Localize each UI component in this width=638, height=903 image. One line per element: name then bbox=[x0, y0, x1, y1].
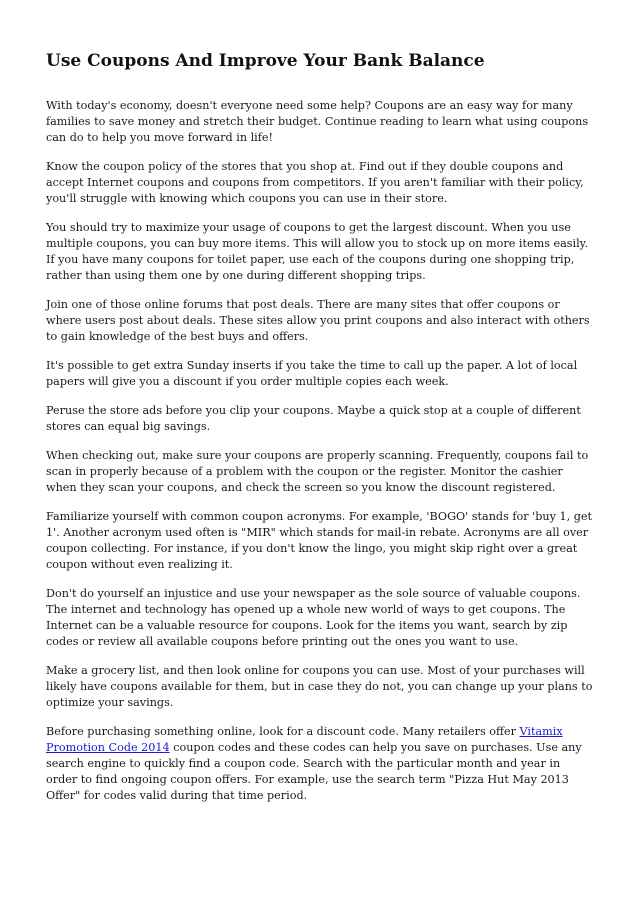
paragraph-discount-code bbox=[46, 724, 594, 804]
paragraph-intro: With today's economy, doesn't everyone need some help? Coupons are an easy way for many families to save money and stretch their budget. Continue reading to learn what using coupons can do to help you move forward in life! bbox=[46, 99, 589, 144]
paragraph-maximize-usage: You should try to maximize your usage of coupons to get the largest discount. When you use multiple coupons, you can buy more items. This will allow you to stock up on more items easily. If you have many coupons for toilet paper, use each of the coupons during one shopping trip, rather than using them one by one during different shopping trips. bbox=[46, 221, 589, 282]
paragraph-checking-out: When checking out, make sure your coupons are properly scanning. Frequently, coupons fail to scan in properly because of a problem with the coupon or the register. Monitor the cashier when they scan your coupons, and check the screen so you know the discount registered. bbox=[46, 449, 589, 494]
vitamix-promotion-code-link[interactable]: Vitamix Promotion Code 2014 bbox=[46, 725, 563, 754]
paragraph-newspaper-source: Don't do yourself an injustice and use your newspaper as the sole source of valuable coupons. The internet and technology has opened up a whole new world of ways to get coupons. The Internet can be a valuable resource for coupons. Look for the items you want, search by zip codes or review all available coupons before printing out the ones you want to use. bbox=[46, 587, 581, 648]
paragraph-acronyms: Familiarize yourself with common coupon acronyms. For example, 'BOGO' stands for 'buy 1, get 1'. Another acronym used often is "MIR" which stands for mail-in rebate. Acronyms are all over coupon collecting. For instance, if you don't know the lingo, you might skip right over a great coupon without even realizing it. bbox=[46, 510, 592, 571]
paragraph-sunday-inserts: It's possible to get extra Sunday inserts if you take the time to call up the paper. A lot of local papers will give you a discount if you order multiple copies each week. bbox=[46, 359, 578, 388]
paragraph-discount-code-before-link: Before purchasing something online, look for a discount code. Many retailers offer bbox=[46, 725, 520, 738]
paragraph-discount-code-after-link: coupon codes and these codes can help you save on purchases. Use any search engine to quickly find a coupon code. Search with the particular month and year in order to find ongoing coupon offers. For example, use the search term "Pizza Hut May 2013 Offer" for codes valid during that time period. bbox=[46, 741, 582, 802]
paragraph-store-ads: Peruse the store ads before you clip your coupons. Maybe a quick stop at a couple of different stores can equal big savings. bbox=[46, 404, 581, 433]
document-title: Use Coupons And Improve Your Bank Balance bbox=[46, 51, 485, 71]
paragraph-online-forums: Join one of those online forums that post deals. There are many sites that offer coupons or where users post about deals. These sites allow you print coupons and also interact with others to gain knowledge of the best buys and offers. bbox=[46, 298, 590, 343]
paragraph-coupon-policy: Know the coupon policy of the stores that you shop at. Find out if they double coupons and accept Internet coupons and coupons from competitors. If you aren't familiar with their policy, you'll struggle with knowing which coupons you can use in their store. bbox=[46, 160, 584, 205]
paragraph-grocery-list: Make a grocery list, and then look online for coupons you can use. Most of your purchases will likely have coupons available for them, but in case they do not, you can change up your plans to optimize your savings. bbox=[46, 664, 593, 709]
